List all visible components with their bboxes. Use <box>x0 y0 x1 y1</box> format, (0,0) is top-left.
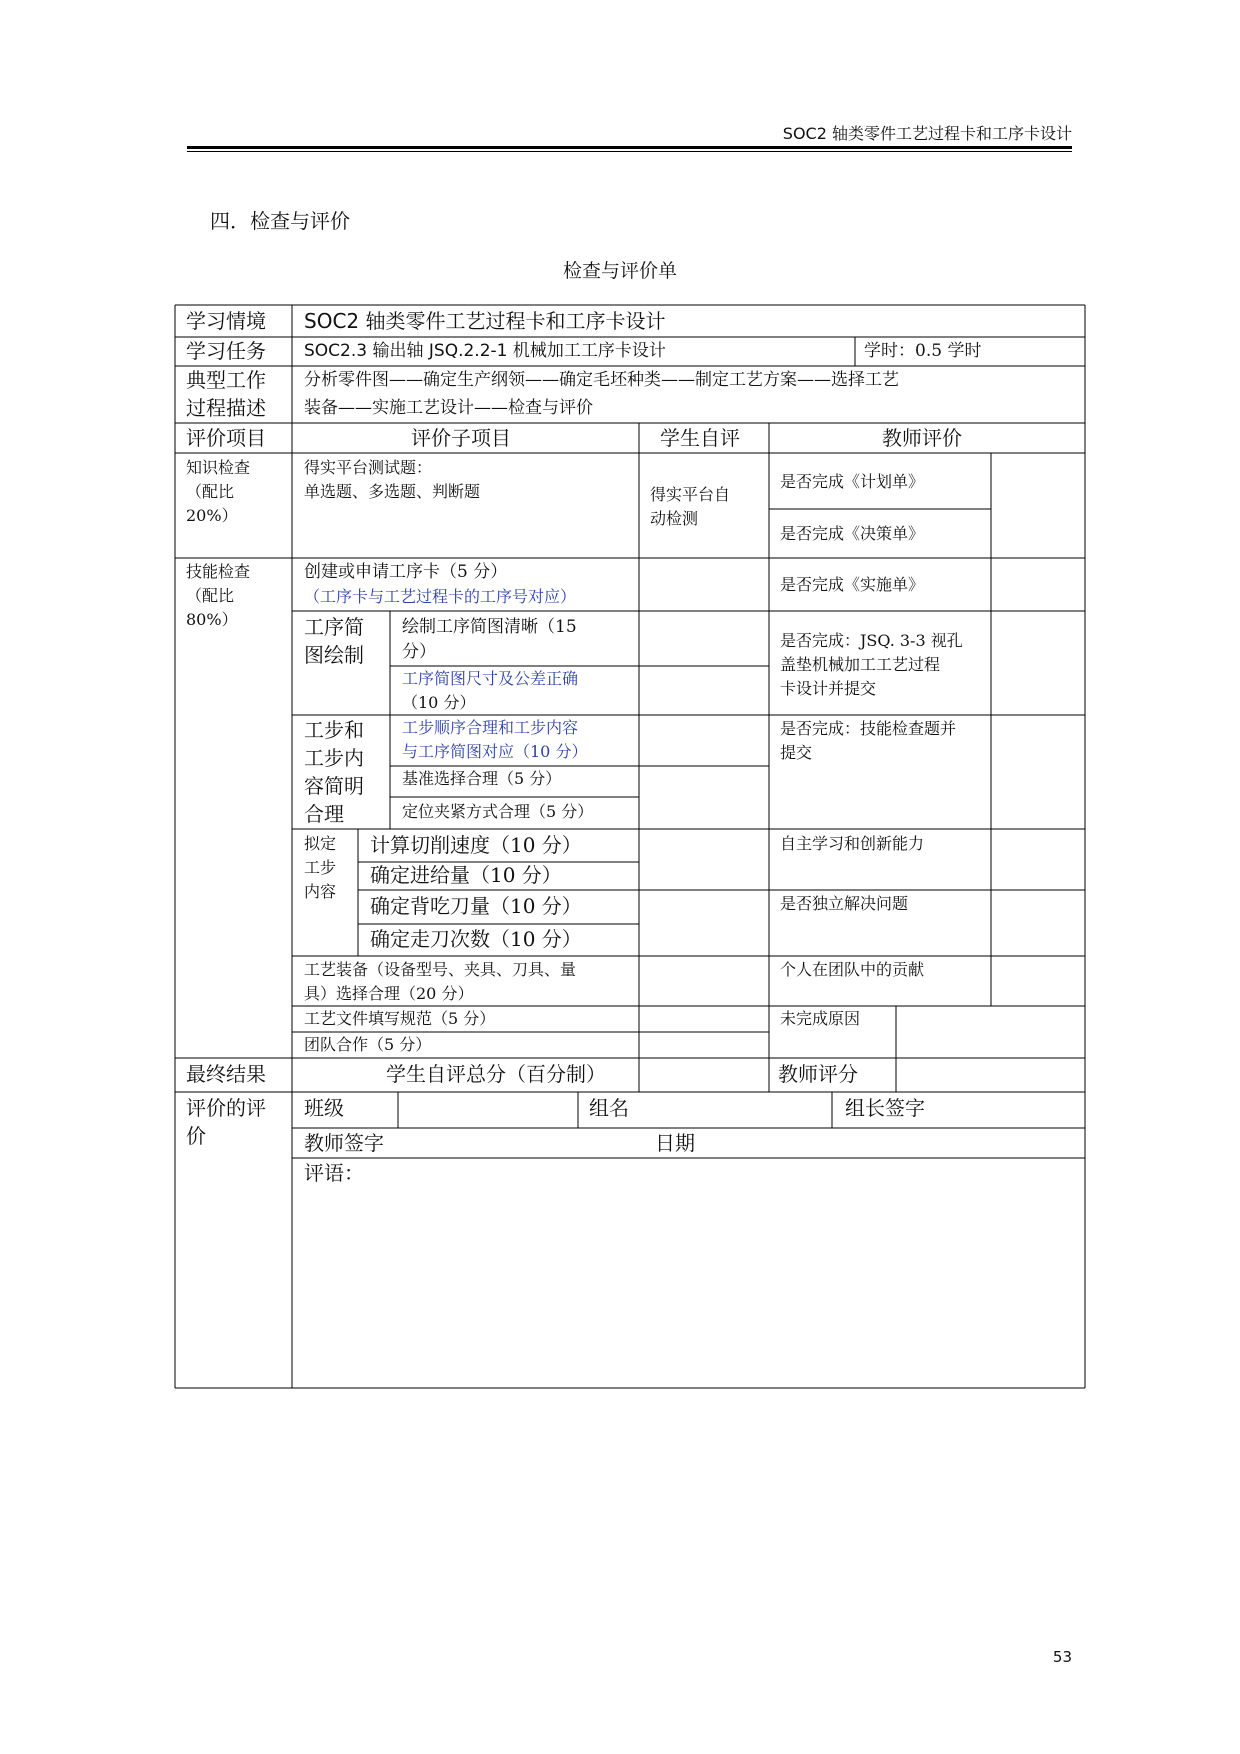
running-header: SOC2 轴类零件工艺过程卡和工序卡设计 <box>782 124 1072 143</box>
sketch-dim-line-2: （10 分） <box>402 693 476 712</box>
check-jsq-line-1: 是否完成：JSQ. 3-3 视孔 <box>780 631 963 650</box>
date-label: 日期 <box>655 1131 695 1155</box>
process-value-line-2: 装备——实施工艺设计——检查与评价 <box>304 398 593 418</box>
column-header-item: 评价项目 <box>186 426 266 450</box>
sketch-dim-line-1: 工序简图尺寸及公差正确 <box>402 669 579 688</box>
cut-depth: 确定背吃刀量（10 分） <box>370 894 582 918</box>
form-title: 检查与评价单 <box>562 260 677 282</box>
cut-speed: 计算切削速度（10 分） <box>370 833 582 857</box>
draft-label-line-3: 内容 <box>304 882 337 901</box>
knowledge-content-line-2: 单选题、多选题、判断题 <box>304 482 481 501</box>
independent-solving: 是否独立解决问题 <box>780 894 909 913</box>
sketch-label-line-1: 工序简 <box>304 615 364 639</box>
self-total-score: 学生自评总分（百分制） <box>386 1062 606 1086</box>
datum-selection: 基准选择合理（5 分） <box>402 769 562 788</box>
knowledge-label-line-3: 20%） <box>186 506 238 525</box>
step-label-line-3: 容简明 <box>304 774 364 798</box>
step-order-line-1: 工步顺序合理和工步内容 <box>402 718 579 737</box>
process-label-line-2: 过程描述 <box>186 396 266 420</box>
teamwork: 团队合作（5 分） <box>304 1035 432 1054</box>
class-label: 班级 <box>304 1096 344 1120</box>
doc-fill-standard: 工艺文件填写规范（5 分） <box>304 1009 496 1028</box>
equipment-line-2: 具）选择合理（20 分） <box>304 984 474 1003</box>
check-plan: 是否完成《计划单》 <box>780 472 925 491</box>
knowledge-label-line-2: （配比 <box>186 482 235 501</box>
equipment-line-1: 工艺装备（设备型号、夹具、刀具、量 <box>304 960 577 979</box>
step-label-line-4: 合理 <box>304 802 344 826</box>
group-label: 组名 <box>589 1096 629 1120</box>
situation-label: 学习情境 <box>186 309 266 333</box>
page-number: 53 <box>1052 1648 1072 1666</box>
task-label: 学习任务 <box>186 339 266 363</box>
clamp-method: 定位夹紧方式合理（5 分） <box>402 802 594 821</box>
teacher-score: 教师评分 <box>778 1062 858 1086</box>
situation-value: SOC2 轴类零件工艺过程卡和工序卡设计 <box>304 309 666 333</box>
column-header-teacher-eval: 教师评价 <box>882 426 962 450</box>
create-card: 创建或申请工序卡（5 分） <box>304 562 508 582</box>
self-study-ability: 自主学习和创新能力 <box>780 834 925 853</box>
draft-label-line-1: 拟定 <box>304 834 337 853</box>
check-implement: 是否完成《实施单》 <box>780 575 925 594</box>
knowledge-label-line-1: 知识检查 <box>186 458 251 477</box>
teacher-sign-label: 教师签字 <box>304 1131 384 1155</box>
skill-label-line-2: （配比 <box>186 586 235 605</box>
sketch-label-line-2: 图绘制 <box>304 643 364 667</box>
task-hours: 学时：0.5 学时 <box>864 341 982 361</box>
check-decision: 是否完成《决策单》 <box>780 524 925 543</box>
meta-eval-label-line-2: 价 <box>186 1124 206 1148</box>
team-contribution: 个人在团队中的贡献 <box>780 960 925 979</box>
check-jsq-line-2: 盖垫机械加工工艺过程 <box>780 655 941 674</box>
sketch-clear-line-1: 绘制工序简图清晰（15 <box>402 617 577 637</box>
task-value: SOC2.3 输出轴 JSQ.2.2-1 机械加工工序卡设计 <box>304 341 666 361</box>
final-result-label: 最终结果 <box>186 1062 266 1086</box>
knowledge-content-line-1: 得实平台测试题： <box>304 458 433 477</box>
unfinished-reason: 未完成原因 <box>780 1009 861 1028</box>
check-skill-line-1: 是否完成：技能检查题并 <box>780 719 957 738</box>
step-label-line-2: 工步内 <box>304 746 364 770</box>
step-label-line-1: 工步和 <box>304 718 364 742</box>
skill-label-line-3: 80%） <box>186 610 238 629</box>
comment-label: 评语： <box>304 1161 364 1185</box>
check-skill-line-2: 提交 <box>780 743 813 762</box>
column-header-sub-item: 评价子项目 <box>411 426 511 450</box>
section-heading: 四．检查与评价 <box>210 209 350 233</box>
process-label-line-1: 典型工作 <box>186 368 266 392</box>
leader-sign-label: 组长签字 <box>845 1096 925 1120</box>
step-order-line-2: 与工序简图对应（10 分） <box>402 742 588 761</box>
create-card-note: （工序卡与工艺过程卡的工序号对应） <box>304 587 577 606</box>
pass-count: 确定走刀次数（10 分） <box>370 927 582 951</box>
knowledge-self-line-1: 得实平台自 <box>650 485 731 504</box>
check-jsq-line-3: 卡设计并提交 <box>780 679 877 698</box>
column-header-self-eval: 学生自评 <box>660 426 740 450</box>
sketch-clear-line-2: 分） <box>402 642 436 662</box>
knowledge-self-line-2: 动检测 <box>650 509 699 528</box>
draft-label-line-2: 工步 <box>304 858 337 877</box>
skill-label-line-1: 技能检查 <box>186 562 251 581</box>
meta-eval-label-line-1: 评价的评 <box>186 1096 266 1120</box>
process-value-line-1: 分析零件图——确定生产纲领——确定毛坯种类——制定工艺方案——选择工艺 <box>304 370 899 390</box>
feed-rate: 确定进给量（10 分） <box>370 863 562 887</box>
